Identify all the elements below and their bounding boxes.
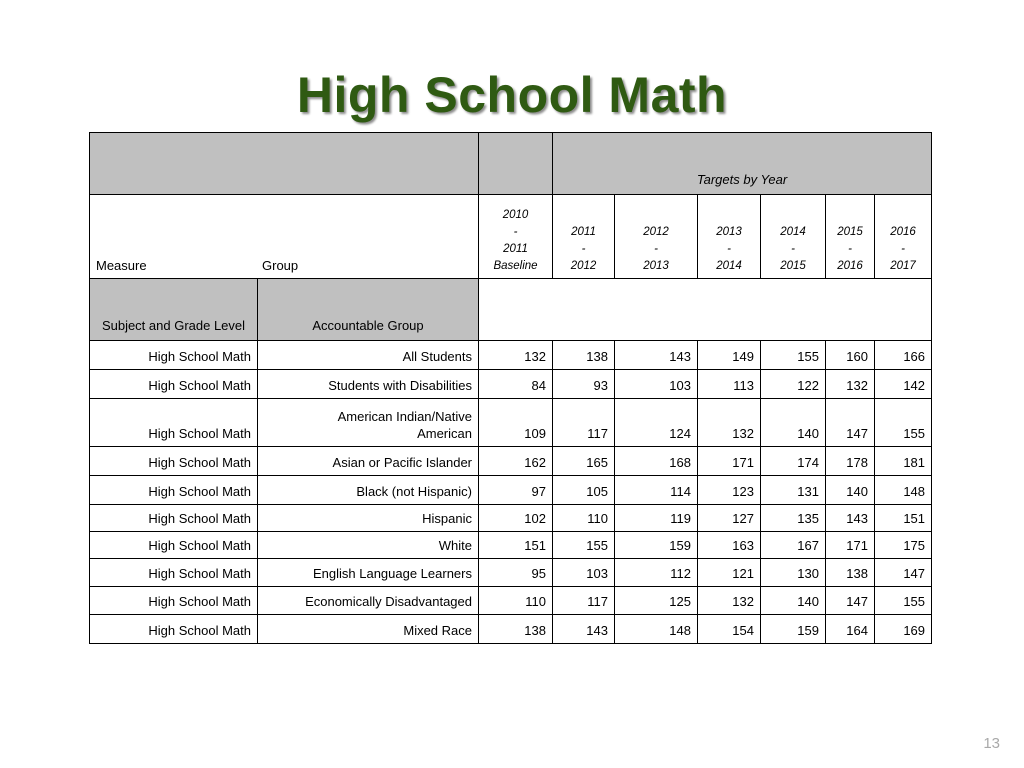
value-cell: 110: [553, 505, 615, 532]
value-cell: 151: [479, 532, 553, 559]
value-cell: 138: [826, 559, 875, 587]
subject-cell: High School Math: [90, 370, 258, 399]
group-cell: All Students: [258, 341, 479, 370]
value-cell: 112: [615, 559, 698, 587]
value-cell: 160: [826, 341, 875, 370]
value-cell: 119: [615, 505, 698, 532]
table-row: [90, 447, 932, 476]
value-cell: 138: [553, 341, 615, 370]
value-cell: 132: [698, 399, 761, 447]
targets-by-year-header: Targets by Year: [553, 133, 932, 195]
value-cell: 147: [826, 587, 875, 615]
year-start: 2010: [502, 209, 529, 221]
year-end: 2017: [890, 260, 916, 272]
value-cell: 113: [698, 370, 761, 399]
year-dash: -: [581, 243, 586, 255]
value-cell: 130: [761, 559, 826, 587]
subject-cell: High School Math: [90, 615, 258, 644]
year-dash: -: [901, 243, 905, 255]
year-header-4: [761, 195, 826, 279]
value-cell: 143: [553, 615, 615, 644]
value-cell: 143: [826, 505, 875, 532]
value-cell: 169: [875, 615, 932, 644]
value-cell: 97: [479, 476, 553, 505]
value-cell: 84: [479, 370, 553, 399]
value-cell: 127: [698, 505, 761, 532]
value-cell: 149: [698, 341, 761, 370]
header-row-years: [90, 195, 932, 279]
value-cell: 147: [826, 399, 875, 447]
year-header-6: [875, 195, 932, 279]
value-cell: 148: [615, 615, 698, 644]
value-cell: 155: [875, 587, 932, 615]
value-cell: 122: [761, 370, 826, 399]
measure-header: Measure: [96, 258, 147, 273]
value-cell: 154: [698, 615, 761, 644]
value-cell: 132: [826, 370, 875, 399]
value-cell: 168: [615, 447, 698, 476]
measure-group-header-cell: [90, 195, 479, 279]
value-cell: 140: [761, 399, 826, 447]
subject-cell: High School Math: [90, 447, 258, 476]
header-values-blank: [479, 279, 932, 341]
subject-cell: High School Math: [90, 587, 258, 615]
group-cell: Asian or Pacific Islander: [258, 447, 479, 476]
value-cell: 162: [479, 447, 553, 476]
value-cell: 165: [553, 447, 615, 476]
value-cell: 167: [761, 532, 826, 559]
accountable-group-header: Accountable Group: [258, 279, 479, 341]
year-header-3: [698, 195, 761, 279]
value-cell: 178: [826, 447, 875, 476]
value-cell: 135: [761, 505, 826, 532]
value-cell: 132: [698, 587, 761, 615]
year-end: 2013: [643, 260, 669, 272]
value-cell: 114: [615, 476, 698, 505]
value-cell: 124: [615, 399, 698, 447]
table-row: [90, 399, 932, 447]
value-cell: 147: [875, 559, 932, 587]
value-cell: 175: [875, 532, 932, 559]
value-cell: 174: [761, 447, 826, 476]
subject-cell: High School Math: [90, 341, 258, 370]
group-cell: Economically Disadvantaged: [258, 587, 479, 615]
table-row: [90, 505, 932, 532]
value-cell: 171: [698, 447, 761, 476]
value-cell: 131: [761, 476, 826, 505]
value-cell: 159: [761, 615, 826, 644]
table-row: [90, 559, 932, 587]
year-start: 2014: [780, 226, 806, 238]
header-baseline-blank-cell: [479, 133, 553, 195]
value-cell: 103: [615, 370, 698, 399]
year-end: 2014: [716, 260, 742, 272]
value-cell: 181: [875, 447, 932, 476]
year-start: 2011: [571, 226, 596, 238]
page-number: 13: [983, 735, 1000, 752]
table-row: [90, 615, 932, 644]
year-header-0: [479, 195, 553, 279]
value-cell: 123: [698, 476, 761, 505]
group-cell: English Language Learners: [258, 559, 479, 587]
value-cell: 109: [479, 399, 553, 447]
table-row: [90, 532, 932, 559]
value-cell: 93: [553, 370, 615, 399]
year-dash: -: [791, 243, 795, 255]
group-header: Group: [262, 258, 299, 273]
year-baseline-label: Baseline: [493, 260, 538, 272]
value-cell: 140: [826, 476, 875, 505]
value-cell: 125: [615, 587, 698, 615]
value-cell: 155: [875, 399, 932, 447]
slide-title: High School Math: [296, 67, 728, 123]
value-cell: 138: [479, 615, 553, 644]
subject-cell: High School Math: [90, 532, 258, 559]
year-end: 2016: [837, 260, 863, 272]
year-start: 2013: [716, 226, 742, 238]
group-cell: Black (not Hispanic): [258, 476, 479, 505]
year-end: 2012: [570, 260, 597, 272]
year-start: 2016: [890, 226, 916, 238]
year-start: 2012: [643, 226, 669, 238]
subject-cell: High School Math: [90, 399, 258, 447]
value-cell: 121: [698, 559, 761, 587]
value-cell: 103: [553, 559, 615, 587]
year-dash: -: [848, 243, 852, 255]
table-row: [90, 587, 932, 615]
value-cell: 163: [698, 532, 761, 559]
value-cell: 151: [875, 505, 932, 532]
value-cell: 142: [875, 370, 932, 399]
value-cell: 143: [615, 341, 698, 370]
value-cell: 102: [479, 505, 553, 532]
value-cell: 110: [479, 587, 553, 615]
value-cell: 140: [761, 587, 826, 615]
header-row-subject: [90, 279, 932, 341]
year-end: 2011: [503, 243, 528, 255]
value-cell: 155: [553, 532, 615, 559]
subject-cell: High School Math: [90, 476, 258, 505]
year-header-1: [553, 195, 615, 279]
value-cell: 159: [615, 532, 698, 559]
year-end: 2015: [780, 260, 806, 272]
group-cell: Students with Disabilities: [258, 370, 479, 399]
value-cell: 132: [479, 341, 553, 370]
value-cell: 166: [875, 341, 932, 370]
value-cell: 155: [761, 341, 826, 370]
value-cell: 105: [553, 476, 615, 505]
header-blank-cell: [90, 133, 479, 195]
value-cell: 95: [479, 559, 553, 587]
group-cell: Hispanic: [258, 505, 479, 532]
year-dash: -: [727, 243, 731, 255]
year-dash: -: [654, 243, 658, 255]
value-cell: 117: [553, 587, 615, 615]
group-cell: White: [258, 532, 479, 559]
year-header-5: [826, 195, 875, 279]
year-dash: -: [513, 226, 518, 238]
value-cell: 148: [875, 476, 932, 505]
header-row-top: [90, 133, 932, 195]
group-cell: American Indian/Native American: [258, 399, 479, 447]
year-start: 2015: [837, 226, 863, 238]
value-cell: 171: [826, 532, 875, 559]
subject-cell: High School Math: [90, 505, 258, 532]
table-row: [90, 341, 932, 370]
table-row: [90, 370, 932, 399]
targets-table: [89, 132, 932, 644]
table-row: [90, 476, 932, 505]
subject-header: Subject and Grade Level: [90, 279, 258, 341]
value-cell: 164: [826, 615, 875, 644]
group-cell: Mixed Race: [258, 615, 479, 644]
subject-cell: High School Math: [90, 559, 258, 587]
value-cell: 117: [553, 399, 615, 447]
year-header-2: [615, 195, 698, 279]
